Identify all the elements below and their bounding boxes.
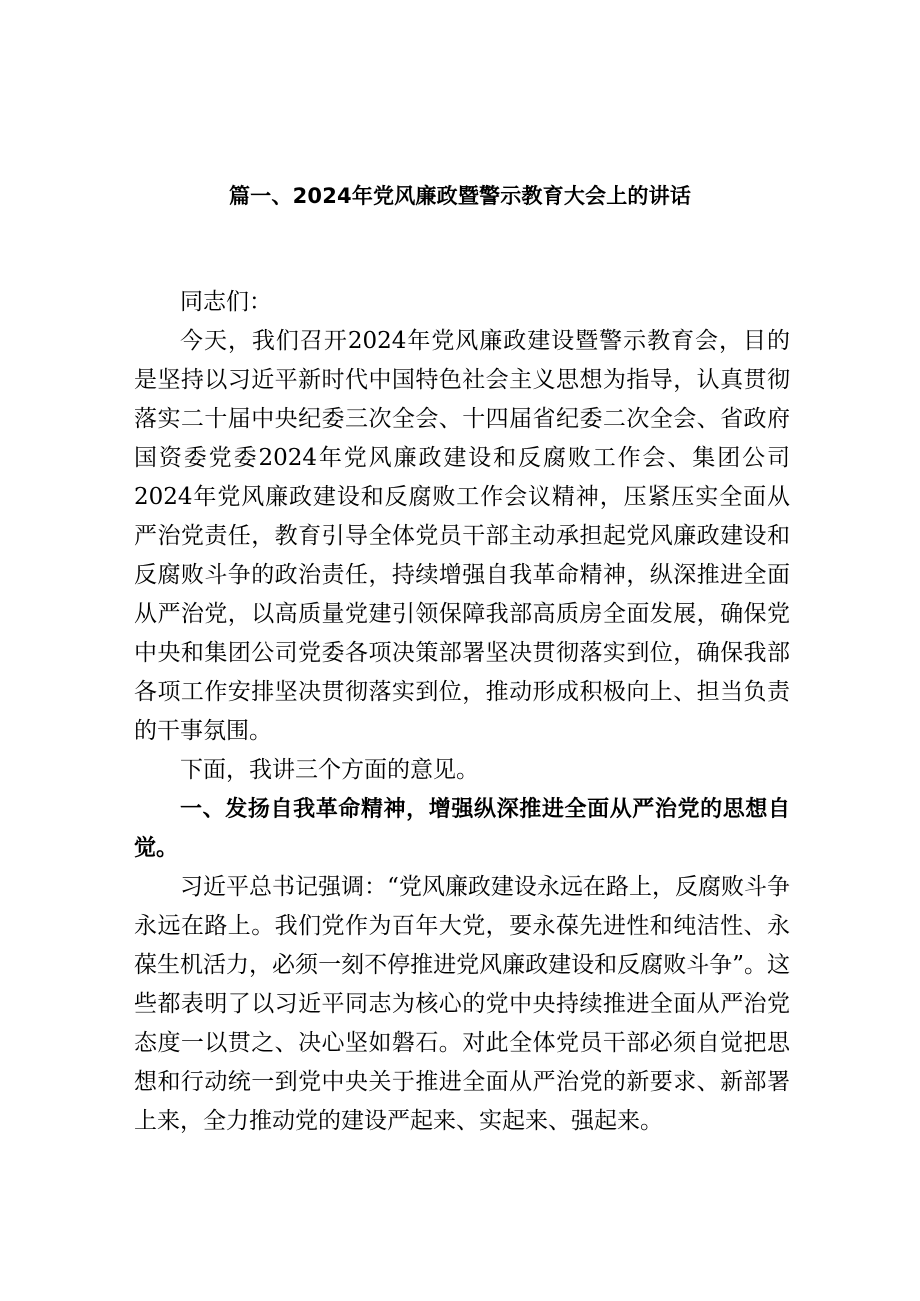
salutation: 同志们： [180,289,272,315]
section-heading: 一、发扬自我革命精神，增强纵深推进全面从严治党的思想自觉。 [134,797,790,861]
document-body [134,283,790,1141]
section-paragraph: 习近平总书记强调：“党风廉政建设永远在路上，反腐败斗争永远在路上。我们党作为百年大党，要永葆先进性和纯洁性、永葆生机活力，必须一刻不停推进党风廉政建设和反腐败斗争”。这些都表明了以习近平同志为核心的党中央持续推进全面从严治党态度一以贯之、决心坚如磐石。对此全体党员干部必须自觉把思想和行动统一到党中央关于推进全面从严治党的新要求、新部署上来，全力推动党的建设严起来、实起来、强起来。 [134,874,790,1134]
document-title: 篇一、2024年党风廉政暨警示教育大会上的讲话 [228,184,692,208]
paragraph-opening: 今天，我们召开2024年党风廉政建设暨警示教育会，目的是坚持以习近平新时代中国特色社会主义思想为指导，认真贯彻落实二十届中央纪委三次全会、十四届省纪委二次全会、省政府国资委党委2024年党风廉政建设和反腐败工作会、集团公司2024年党风廉政建设和反腐败工作会议精神，压紧压实全面从严治党责任，教育引导全体党员干部主动承担起党风廉政建设和反腐败斗争的政治责任，持续增强自我革命精神，纵深推进全面从严治党，以高质量党建引领保障我部高质房全面发展，确保党中央和集团公司党委各项决策部署坚决贯彻落实到位，确保我部各项工作安排坚决贯彻落实到位，推动形成积极向上、担当负责的干事氛围。 [134,328,790,744]
paragraph-outline: 下面，我讲三个方面的意见。 [180,757,479,783]
